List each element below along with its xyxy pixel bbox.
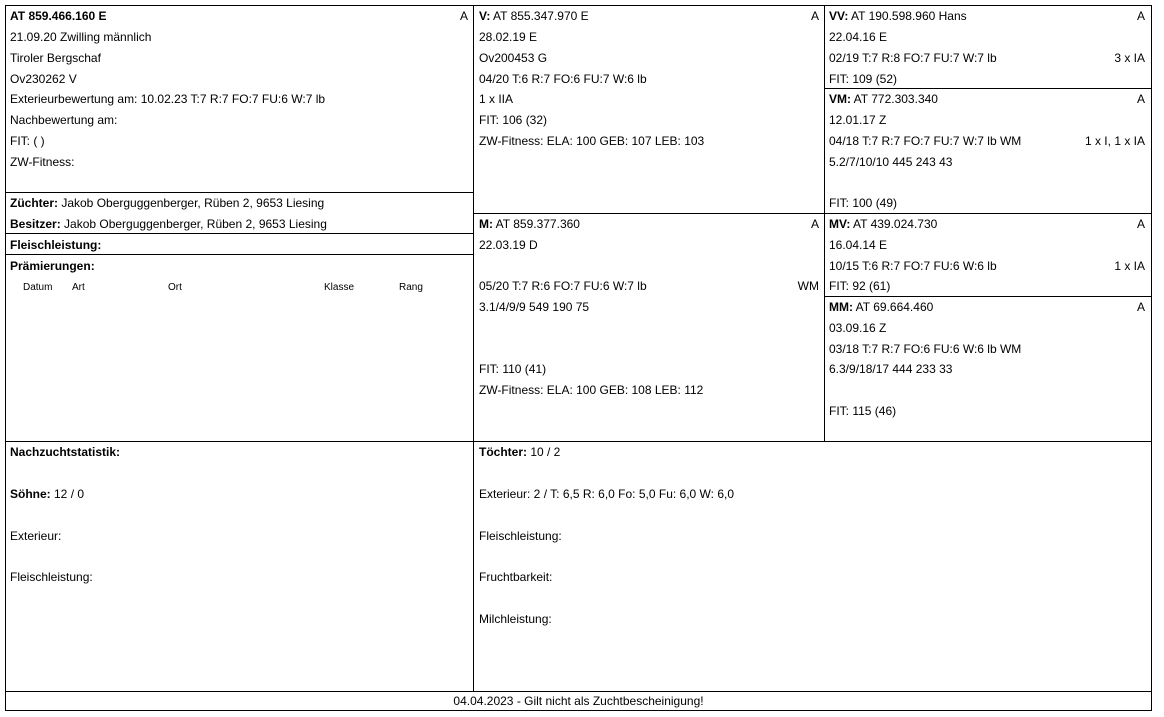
vv-line1: 22.04.16 E: [829, 30, 888, 44]
praemierungen-label: Prämierungen:: [10, 259, 95, 273]
vm-line1: 12.01.17 Z: [829, 113, 887, 127]
father-line2: Ov200453 G: [479, 51, 548, 65]
mother-grade: A: [810, 217, 819, 231]
mv-label: MV:: [829, 217, 851, 231]
animal-fit: FIT: ( ): [10, 134, 45, 148]
stats-fleischleistung: Fleischleistung:: [10, 570, 93, 584]
vm-line3: 5.2/7/10/10 445 243 43: [829, 155, 953, 169]
mv-line2-right: 1 x IA: [1114, 259, 1145, 273]
mother-line4: FIT: 110 (41): [479, 362, 547, 376]
besitzer-label: Besitzer:: [10, 217, 61, 231]
mm-grade: A: [1136, 300, 1145, 314]
animal-breed: Tiroler Bergschaf: [10, 51, 101, 65]
mv-line2: 10/15 T:6 R:7 FO:7 FU:6 W:6 lb: [829, 259, 997, 273]
animal-ov: Ov230262 V: [10, 72, 77, 86]
mm-line1: 03.09.16 Z: [829, 321, 887, 335]
divider: [824, 5, 825, 441]
divider: [473, 213, 1152, 214]
soehne-label: Söhne:: [10, 487, 51, 501]
animal-nachbewertung: Nachbewertung am:: [10, 113, 118, 127]
father-label: V:: [479, 9, 491, 23]
mother-header: [479, 217, 580, 231]
fleischleistung-label: Fleischleistung:: [10, 238, 102, 252]
animal-id: AT 859.466.160 E: [10, 9, 107, 23]
besitzer-value: Jakob Oberguggenberger, Rüben 2, 9653 Liesing: [60, 217, 327, 231]
mm-line4: FIT: 115 (46): [829, 404, 897, 418]
footer-note: 04.04.2023 - Gilt nicht als Zuchtbescheinigung!: [453, 694, 704, 708]
mm-label: MM:: [829, 300, 853, 314]
mv-header: [829, 217, 937, 231]
father-id: AT 855.347.970 E: [490, 9, 589, 23]
mother-line2: 05/20 T:7 R:6 FO:7 FU:6 W:7 lb: [479, 279, 647, 293]
mm-id: AT 69.664.460: [853, 300, 934, 314]
mother-id: AT 859.377.360: [493, 217, 580, 231]
vm-label: VM:: [829, 92, 851, 106]
mother-line1: 22.03.19 D: [479, 238, 538, 252]
father-grade: A: [810, 9, 819, 23]
vv-line3: FIT: 109 (52): [829, 72, 898, 86]
vm-id: AT 772.303.340: [851, 92, 938, 106]
divider: [5, 192, 473, 193]
vm-line4: FIT: 100 (49): [829, 196, 898, 210]
toechter-label: Töchter:: [479, 445, 527, 459]
divider: [824, 296, 1152, 297]
mm-line2: 03/18 T:7 R:7 FO:6 FU:6 W:6 lb WM: [829, 342, 1022, 356]
father-header: [479, 9, 589, 23]
document-frame: [5, 5, 1152, 711]
zuechter-value: Jakob Oberguggenberger, Rüben 2, 9653 Liesing: [58, 196, 325, 210]
vm-line2: 04/18 T:7 R:7 FO:7 FU:7 W:7 lb WM: [829, 134, 1022, 148]
animal-birth: 21.09.20 Zwilling männlich: [10, 30, 152, 44]
praem-col-klasse: Klasse: [324, 282, 355, 293]
mother-line2-right: WM: [797, 279, 819, 293]
praem-col-datum: Datum: [23, 282, 53, 293]
vm-header: [829, 92, 938, 106]
animal-exterior: Exterieurbewertung am: 10.02.23 T:7 R:7 FO:7 FU:6 W:7 lb: [10, 92, 326, 106]
zuechter-row: [10, 196, 324, 210]
vm-line2-right: 1 x I, 1 x IA: [1084, 134, 1145, 148]
vv-header: [829, 9, 967, 23]
praem-col-rang: Rang: [399, 282, 423, 293]
father-line6: ZW-Fitness: ELA: 100 GEB: 107 LEB: 103: [479, 134, 705, 148]
besitzer-row: [10, 217, 327, 231]
divider: [473, 5, 474, 691]
father-line4: 1 x IIA: [479, 92, 514, 106]
stats-title: Nachzuchtstatistik:: [10, 445, 121, 459]
father-line1: 28.02.19 E: [479, 30, 538, 44]
father-line5: FIT: 106 (32): [479, 113, 548, 127]
zuechter-label: Züchter:: [10, 196, 58, 210]
toechter-fleischleistung: Fleischleistung:: [479, 529, 562, 543]
mv-grade: A: [1136, 217, 1145, 231]
divider: [824, 88, 1152, 89]
vv-line2-right: 3 x IA: [1114, 51, 1145, 65]
mv-line3: FIT: 92 (61): [829, 279, 891, 293]
divider: [5, 441, 1152, 442]
mv-line1: 16.04.14 E: [829, 238, 888, 252]
divider: [5, 254, 473, 255]
toechter-exterieur: Exterieur: 2 / T: 6,5 R: 6,0 Fo: 5,0 Fu: 6,0 W: 6,0: [479, 487, 735, 501]
toechter-value: 10 / 2: [527, 445, 561, 459]
stats-exterieur: Exterieur:: [10, 529, 62, 543]
praem-col-ort: Ort: [168, 282, 182, 293]
father-line3: 04/20 T:6 R:7 FO:6 FU:7 W:6 lb: [479, 72, 647, 86]
toechter-fruchtbarkeit: Fruchtbarkeit:: [479, 570, 553, 584]
vv-line2: 02/19 T:7 R:8 FO:7 FU:7 W:7 lb: [829, 51, 997, 65]
vm-grade: A: [1136, 92, 1145, 106]
mv-id: AT 439.024.730: [850, 217, 938, 231]
divider: [5, 691, 1152, 692]
toechter-milchleistung: Milchleistung:: [479, 612, 552, 626]
animal-zw-fitness: ZW-Fitness:: [10, 155, 75, 169]
mm-header: [829, 300, 933, 314]
divider: [5, 233, 473, 234]
vv-label: VV:: [829, 9, 849, 23]
soehne-row: [10, 487, 84, 501]
mother-line3: 3.1/4/9/9 549 190 75: [479, 300, 590, 314]
mother-line5: ZW-Fitness: ELA: 100 GEB: 108 LEB: 112: [479, 383, 704, 397]
vv-id: AT 190.598.960 Hans: [848, 9, 967, 23]
mm-line3: 6.3/9/18/17 444 233 33: [829, 362, 953, 376]
praem-col-art: Art: [72, 282, 85, 293]
animal-grade: A: [459, 9, 468, 23]
mother-label: M:: [479, 217, 493, 231]
vv-grade: A: [1136, 9, 1145, 23]
soehne-value: 12 / 0: [50, 487, 85, 501]
toechter-row: [479, 445, 560, 459]
